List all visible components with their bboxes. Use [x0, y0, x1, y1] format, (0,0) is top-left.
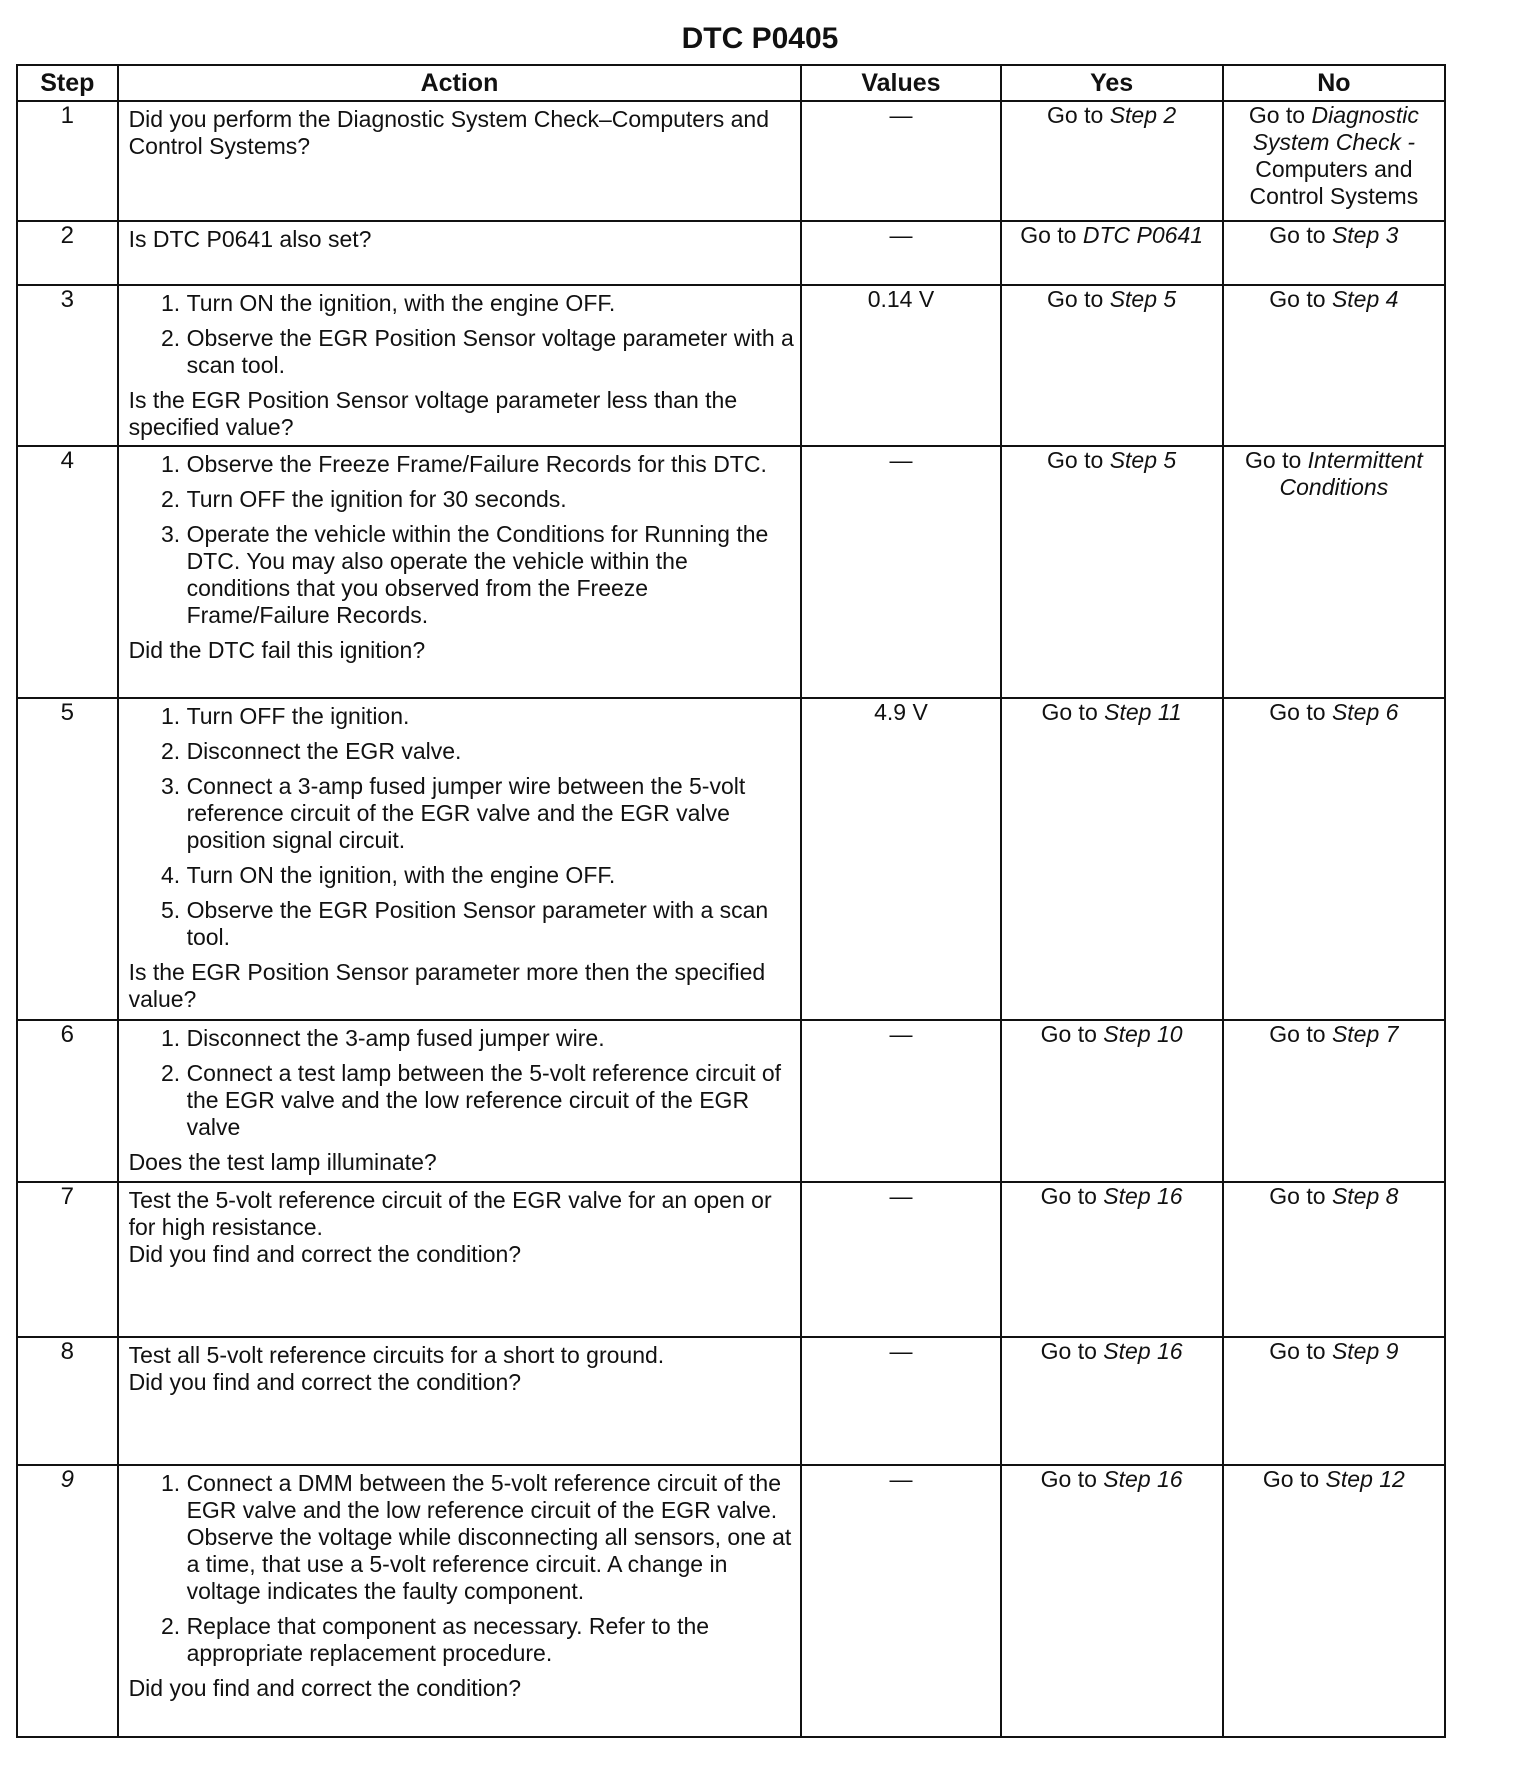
- table-row: [17, 698, 1445, 1020]
- go-to-label: Go to: [1047, 286, 1104, 312]
- procedure-list: [129, 1025, 795, 1149]
- procedure-step: 4. Turn ON the ignition, with the engine OFF.: [187, 862, 795, 889]
- action-cell: [118, 1020, 802, 1182]
- yes-link[interactable]: Step 2: [1109, 102, 1177, 128]
- go-to-label: Go to: [1269, 1021, 1326, 1047]
- step-number: 2: [17, 221, 118, 285]
- step-number: 4: [17, 446, 118, 698]
- go-to-label: Go to: [1047, 447, 1104, 473]
- procedure-list: [129, 290, 795, 387]
- procedure-step: 2. Observe the EGR Position Sensor voltage parameter with a scan tool.: [187, 325, 795, 379]
- no-extra-text: Computers and Control Systems: [1249, 156, 1419, 209]
- table-header-row: [17, 65, 1445, 101]
- step-number: 5: [17, 698, 118, 1020]
- yes-cell: [1001, 1465, 1223, 1737]
- no-link[interactable]: Step 7: [1331, 1021, 1399, 1047]
- table-row: [17, 285, 1445, 446]
- header-yes: Yes: [1001, 65, 1223, 101]
- step-number: 7: [17, 1182, 118, 1337]
- no-link[interactable]: Step 6: [1331, 699, 1399, 725]
- action-cell: [118, 1337, 802, 1465]
- go-to-label: Go to: [1269, 1183, 1326, 1209]
- go-to-label: Go to: [1269, 1338, 1326, 1364]
- action-question: Is the EGR Position Sensor parameter more then the specified value?: [128, 959, 766, 1012]
- procedure-step: 1. Observe the Freeze Frame/Failure Records for this DTC.: [187, 451, 795, 478]
- table-row: [17, 101, 1445, 221]
- value-cell: —: [801, 1465, 1000, 1737]
- no-cell: [1223, 101, 1445, 221]
- go-to-label: Go to: [1245, 447, 1302, 473]
- procedure-step: 2. Replace that component as necessary. Refer to the appropriate replacement procedure.: [187, 1613, 795, 1667]
- action-question: Did you find and correct the condition?: [128, 1675, 522, 1701]
- action-cell: [118, 446, 802, 698]
- go-to-label: Go to: [1262, 1466, 1320, 1492]
- action-text: Test all 5-volt reference circuits for a short to ground.: [128, 1342, 665, 1368]
- action-question: Does the test lamp illuminate?: [128, 1149, 437, 1175]
- step-number: 3: [17, 285, 118, 446]
- no-cell: [1223, 446, 1445, 698]
- value-cell: —: [801, 446, 1000, 698]
- go-to-label: Go to: [1041, 699, 1098, 725]
- step-number: 6: [17, 1020, 118, 1182]
- yes-link[interactable]: Step 16: [1103, 1183, 1183, 1209]
- no-link[interactable]: Step 9: [1331, 1338, 1399, 1364]
- table-row: [17, 1465, 1445, 1737]
- procedure-step: 1. Disconnect the 3-amp fused jumper wire.: [187, 1025, 795, 1052]
- header-no: No: [1223, 65, 1445, 101]
- no-cell: [1223, 1182, 1445, 1337]
- yes-link[interactable]: Step 16: [1103, 1466, 1183, 1492]
- procedure-step: 2. Connect a test lamp between the 5-volt reference circuit of the EGR valve and the low reference circuit of the EGR valve: [187, 1060, 795, 1141]
- no-cell: [1223, 1465, 1445, 1737]
- yes-cell: [1001, 221, 1223, 285]
- no-cell: [1223, 285, 1445, 446]
- action-question: Did you find and correct the condition?: [128, 1369, 522, 1395]
- value-cell: —: [801, 1182, 1000, 1337]
- no-link[interactable]: Intermittent Conditions: [1279, 447, 1423, 500]
- action-cell: [118, 285, 802, 446]
- yes-link[interactable]: Step 16: [1103, 1338, 1183, 1364]
- header-step: Step: [17, 65, 118, 101]
- procedure-list: [129, 451, 795, 637]
- action-cell: [118, 698, 802, 1020]
- go-to-label: Go to: [1020, 222, 1077, 248]
- go-to-label: Go to: [1248, 102, 1306, 128]
- yes-link[interactable]: Step 11: [1104, 699, 1182, 725]
- header-values: Values: [801, 65, 1000, 101]
- value-cell: 4.9 V: [801, 698, 1000, 1020]
- action-text: Test the 5-volt reference circuit of the EGR valve for an open or for high resistance.: [128, 1187, 772, 1240]
- yes-cell: [1001, 285, 1223, 446]
- yes-link[interactable]: Step 5: [1109, 286, 1177, 312]
- action-question: Did you find and correct the condition?: [128, 1241, 522, 1267]
- value-cell: —: [801, 101, 1000, 221]
- no-link[interactable]: Diagnostic System Check -: [1252, 102, 1419, 155]
- no-cell: [1223, 1337, 1445, 1465]
- procedure-step: 2. Turn OFF the ignition for 30 seconds.: [187, 486, 795, 513]
- yes-link[interactable]: Step 5: [1109, 447, 1177, 473]
- go-to-label: Go to: [1040, 1466, 1097, 1492]
- procedure-step: 5. Observe the EGR Position Sensor parameter with a scan tool.: [187, 897, 795, 951]
- no-link[interactable]: Step 4: [1331, 286, 1399, 312]
- value-cell: 0.14 V: [801, 285, 1000, 446]
- action-cell: [118, 1465, 802, 1737]
- procedure-list: [129, 1470, 795, 1675]
- action-question: Is the EGR Position Sensor voltage parameter less than the specified value?: [128, 387, 738, 440]
- go-to-label: Go to: [1040, 1183, 1097, 1209]
- yes-cell: [1001, 1182, 1223, 1337]
- procedure-step: 1. Turn OFF the ignition.: [187, 703, 795, 730]
- value-cell: —: [801, 221, 1000, 285]
- go-to-label: Go to: [1269, 222, 1326, 248]
- go-to-label: Go to: [1269, 286, 1326, 312]
- page-title: DTC P0405: [681, 22, 839, 55]
- value-cell: —: [801, 1020, 1000, 1182]
- go-to-label: Go to: [1040, 1021, 1097, 1047]
- yes-cell: [1001, 698, 1223, 1020]
- step-number: 8: [17, 1337, 118, 1465]
- yes-cell: [1001, 446, 1223, 698]
- step-number-text: 9: [60, 1466, 74, 1493]
- no-cell: [1223, 698, 1445, 1020]
- header-action: Action: [118, 65, 802, 101]
- procedure-list: [129, 703, 795, 959]
- step-number: [17, 1465, 118, 1737]
- table-row: [17, 1337, 1445, 1465]
- procedure-step: 1. Turn ON the ignition, with the engine OFF.: [187, 290, 795, 317]
- yes-link[interactable]: DTC P0641: [1082, 222, 1204, 248]
- table-row: [17, 446, 1445, 698]
- table-row: [17, 221, 1445, 285]
- value-cell: —: [801, 1337, 1000, 1465]
- procedure-step: 2. Disconnect the EGR valve.: [187, 738, 795, 765]
- table-row: [17, 1182, 1445, 1337]
- yes-link[interactable]: Step 10: [1103, 1021, 1183, 1047]
- no-cell: [1223, 1020, 1445, 1182]
- yes-cell: [1001, 1337, 1223, 1465]
- yes-cell: [1001, 1020, 1223, 1182]
- no-link[interactable]: Step 8: [1331, 1183, 1399, 1209]
- procedure-step: 3. Operate the vehicle within the Conditions for Running the DTC. You may also operate the vehicle within the conditions that you observed from the Freeze Frame/Failure Records.: [187, 521, 795, 629]
- go-to-label: Go to: [1269, 699, 1326, 725]
- go-to-label: Go to: [1040, 1338, 1097, 1364]
- action-text: Is DTC P0641 also set?: [128, 226, 372, 252]
- no-link[interactable]: Step 12: [1325, 1466, 1405, 1492]
- action-text: Did you perform the Diagnostic System Check–Computers and Control Systems?: [128, 106, 770, 159]
- yes-cell: [1001, 101, 1223, 221]
- action-cell: [118, 101, 802, 221]
- step-number: 1: [17, 101, 118, 221]
- no-cell: [1223, 221, 1445, 285]
- action-question: Did the DTC fail this ignition?: [128, 637, 426, 663]
- table-row: [17, 1020, 1445, 1182]
- procedure-step: 1. Connect a DMM between the 5-volt reference circuit of the EGR valve and the low reference circuit of the EGR valve. Observe the voltage while disconnecting all sensors, one at a time, that use a 5-volt reference circuit. A change in voltage indicates the faulty component.: [187, 1470, 795, 1605]
- action-cell: [118, 1182, 802, 1337]
- action-cell: [118, 221, 802, 285]
- diagnostic-table: [16, 64, 1446, 1738]
- no-link[interactable]: Step 3: [1331, 222, 1399, 248]
- go-to-label: Go to: [1047, 102, 1104, 128]
- procedure-step: 3. Connect a 3-amp fused jumper wire between the 5-volt reference circuit of the EGR valve and the EGR valve position signal circuit.: [187, 773, 795, 854]
